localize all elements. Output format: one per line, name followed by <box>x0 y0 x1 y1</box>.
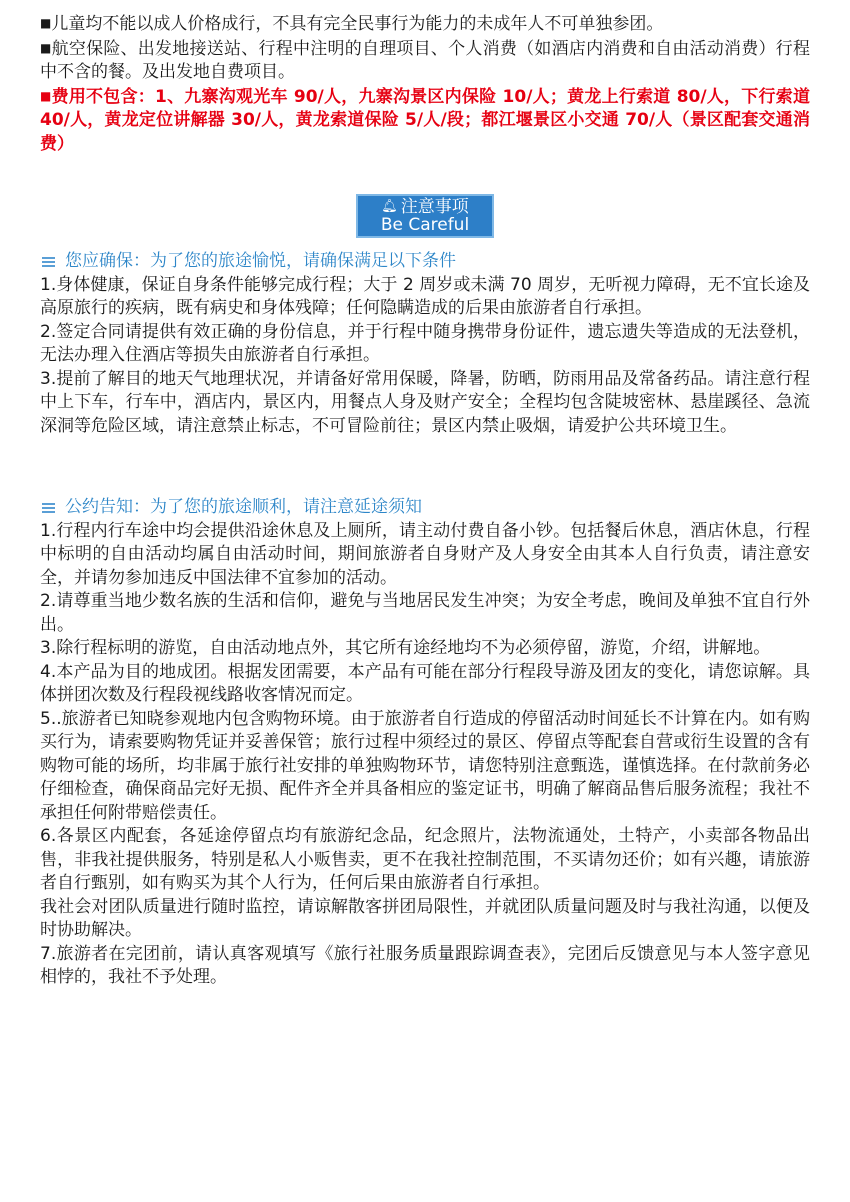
square-bullet-icon: ■ <box>40 40 52 55</box>
be-careful-banner <box>356 194 494 238</box>
notice-line-exclusions: ■航空保险、出发地接送站、行程中注明的自理项目、个人消费（如酒店内消费和自由活动消费）行程中不含的餐。及出发地自费项目。 <box>40 38 811 82</box>
banner-wrapper <box>40 194 810 240</box>
list-icon <box>42 501 55 516</box>
bell-icon: 🔔︎ <box>381 199 398 214</box>
list-item: 2.请尊重当地少数名族的生活和信仰，避免与当地居民发生冲突；为安全考虑，晚间及单独不宜自行外出。 <box>40 591 810 635</box>
fee-exclusion-line: ■费用不包含：1、九寨沟观光车 90/人，九寨沟景区内保险 10/人；黄龙上行索道 80/人，下行索道 40/人，黄龙定位讲解器 30/人，黄龙索道保险 5/人/段；都江堰景区小交通 70/人（景区配套交通消费） <box>40 86 810 154</box>
list-item: 3.提前了解目的地天气地理状况，并请备好常用保暖，降暑，防晒，防雨用品及常备药品。请注意行程中上下车，行车中，酒店内，景区内，用餐点人身及财产安全；全程均包含陡坡密林、悬崖蹊径、急流深洞等危险区域，请注意禁止标志，不可冒险前往；景区内禁止吸烟，请爱护公共环境卫生。 <box>40 368 810 436</box>
square-bullet-icon: ■ <box>40 88 52 103</box>
list-item: 4.本产品为目的地成团。根据发团需要，本产品有可能在部分行程段导游及团友的变化，请您谅解。具体拼团次数及行程段视线路收客情况而定。 <box>40 661 810 705</box>
list-item: 1.身体健康，保证自身条件能够完成行程；大于 2 周岁或未满 70 周岁，无听视力障碍，无不宜长途及高原旅行的疾病，既有病史和身体残障；任何隐瞒造成的后果由旅游者自行承担。 <box>40 274 810 318</box>
list-item: 2.签定合同请提供有效正确的身份信息，并于行程中随身携带身份证件，遗忘遗失等造成的无法登机，无法办理入住酒店等损失由旅游者自行承担。 <box>40 321 810 365</box>
document-page <box>40 12 810 990</box>
list-item: 7.旅游者在完团前，请认真客观填写《旅行社服务质量跟踪调查表》，完团后反馈意见与本人签字意见相悖的，我社不予处理。 <box>40 943 810 987</box>
list-icon <box>42 255 55 270</box>
notice-line-children: ■儿童均不能以成人价格成行，不具有完全民事行为能力的未成年人不可单独参团。 <box>40 14 664 34</box>
list-item: 1.行程内行车途中均会提供沿途休息及上厕所，请主动付费自备小钞。包括餐后休息，酒店休息，行程中标明的自由活动均属自由活动时间，期间旅游者自身财产及人身安全由其本人自行负责，请注意安全，并请勿参加违反中国法律不宜参加的活动。 <box>40 520 810 588</box>
section-title-convention: 公约告知：为了您的旅途顺利，请注意延途须知 <box>40 496 810 520</box>
list-item: 5..旅游者已知晓参观地内包含购物环境。由于旅游者自行造成的停留活动时间延长不计算在内。如有购买行为，请索要购物凭证并妥善保管；旅行过程中须经过的景区、停留点等配套自营或衍生设置的含有购物可能的场所，均非属于旅行社安排的单独购物环节，请您特别注意甄选，谨慎选择。在付款前务必仔细检查，确保商品完好无损、配件齐全并具备相应的鉴定证书，明确了解商品售后服务流程；我社不承担任何附带赔偿责任。 <box>40 708 810 823</box>
banner-title-cn: 注意事项 <box>400 197 469 217</box>
list-item: 我社会对团队质量进行随时监控，请谅解散客拼团局限性，并就团队质量问题及时与我社沟通，以便及时协助解决。 <box>40 896 810 940</box>
square-bullet-icon: ■ <box>40 16 52 30</box>
list-item: 3.除行程标明的游览，自由活动地点外，其它所有途经地均不为必须停留，游览，介绍，讲解地。 <box>40 638 771 658</box>
list-item: 6.各景区内配套，各延途停留点均有旅游纪念品，纪念照片，法物流通处，土特产，小卖部各物品出售，非我社提供服务，特别是私人小贩售卖，更不在我社控制范围，不买请勿还价；如有兴趣，请旅游者自行甄别，如有购买为其个人行为，任何后果由旅游者自行承担。 <box>40 826 810 893</box>
banner-title-en: Be Careful <box>380 215 470 235</box>
section-title-ensure: 您应确保：为了您的旅途愉悦，请确保满足以下条件 <box>40 250 810 274</box>
